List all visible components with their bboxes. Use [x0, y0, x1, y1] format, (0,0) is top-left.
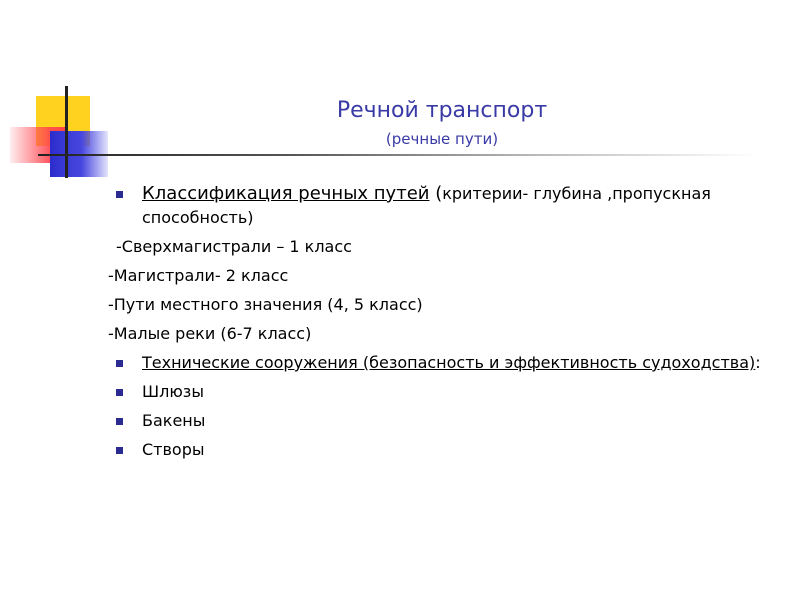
list-item-small-rivers: -Малые реки (6-7 класс)	[108, 324, 312, 343]
locks-label: Шлюзы	[142, 382, 204, 401]
buoys-label: Бакены	[142, 411, 206, 430]
slide-title: Речной транспорт	[336, 98, 548, 123]
list-item-ranges	[108, 438, 768, 462]
bullet-icon	[116, 360, 123, 367]
classification-paren: (	[429, 183, 443, 204]
ranges-label: Створы	[142, 440, 205, 459]
classification-criteria: критерии- глубина ,пропускная способность)	[142, 184, 711, 227]
bullet-icon	[116, 389, 123, 396]
list-item-buoys	[108, 409, 768, 433]
title-divider	[38, 154, 756, 156]
list-item-class1: -Сверхмагистрали – 1 класс	[116, 237, 352, 256]
slide-body	[108, 182, 768, 467]
tech-heading: Технические сооружения (безопасность и эффективность судоходства)	[142, 353, 756, 372]
list-item-classification	[108, 182, 768, 230]
bullet-icon	[116, 447, 123, 454]
classification-heading: Классификация речных путей	[142, 183, 430, 204]
list-item-locks	[108, 380, 768, 404]
list-item-class2: -Магистрали- 2 класс	[108, 266, 289, 285]
list-item-local: -Пути местного значения (4, 5 класс)	[108, 295, 423, 314]
slide-subtitle: (речные пути)	[385, 130, 499, 148]
bullet-icon	[116, 191, 123, 198]
bullet-icon	[116, 418, 123, 425]
vertical-rule	[65, 86, 68, 178]
tech-colon: :	[755, 353, 761, 372]
list-item-tech	[108, 351, 768, 375]
